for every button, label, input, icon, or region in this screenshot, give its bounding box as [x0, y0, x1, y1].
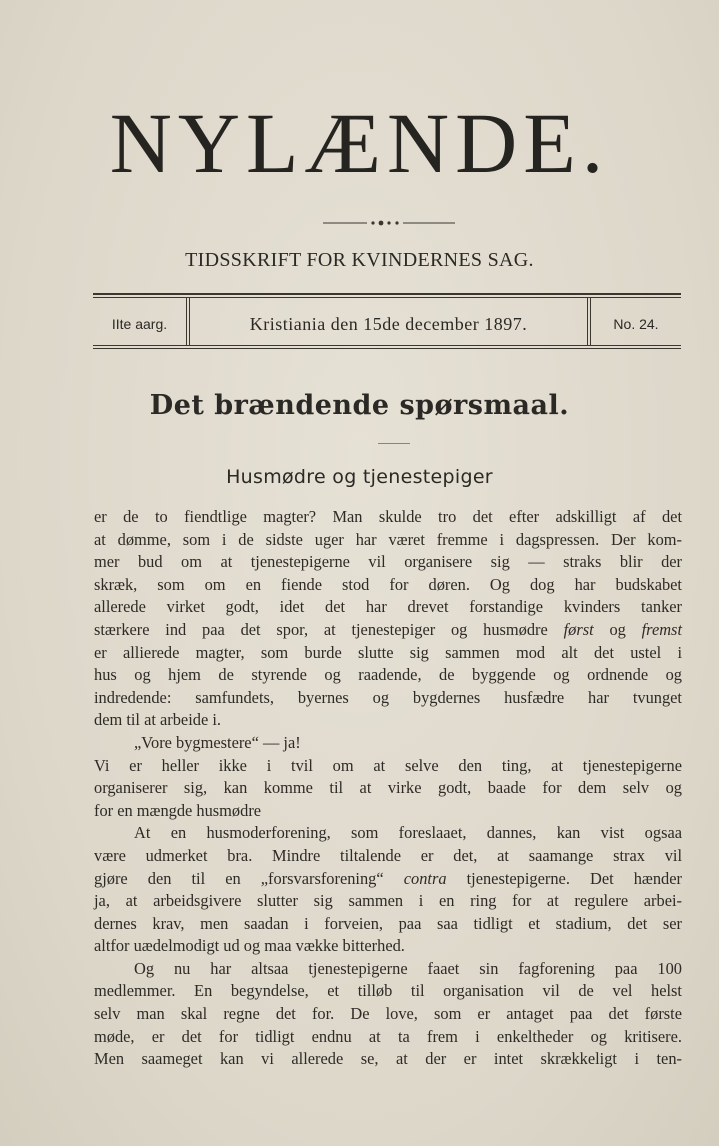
info-bar-divider-right [587, 297, 588, 345]
body-text-span: og [609, 619, 626, 639]
info-bar-top-rule-thin [93, 297, 681, 298]
body-line: skræk, som om en fiende stod for døren. Og dog har budskabet [94, 574, 682, 594]
body-line: Og nu har altsaa tjenestepigerne faaet sin fagforening paa 100 [134, 958, 682, 978]
masthead-subtitle: TIDSSKRIFT FOR KVINDERNES SAG. [185, 249, 534, 271]
body-line: At en husmoderforening, som foreslaaet, dannes, kan vist ogsaa [134, 823, 682, 843]
body-line: for en mængde husmødre [94, 800, 262, 820]
issue-number-label: No. 24. [613, 316, 659, 332]
body-line [94, 868, 682, 891]
body-line: er allierede magter, som burde slutte sig sammen mod alt det ustel i [94, 642, 682, 662]
info-bar-bottom-rule-thin [93, 348, 681, 349]
body-line: hus og hjem de styrende og raadende, de byggende og ordnende og [94, 665, 682, 685]
info-bar-divider-left [186, 297, 187, 345]
body-line: møde, er det for tidligt endnu at ta frem i enkeltheder og kritisere. [94, 1026, 682, 1046]
info-bar-top-rule [93, 293, 681, 295]
body-line: Men saameget kan vi allerede se, at der er intet skrækkeligt i ten- [94, 1049, 682, 1069]
body-line: selv man skal regne det for. De love, som er antaget paa det første [94, 1004, 682, 1024]
emphasis-text: contra [403, 868, 447, 888]
article-heading: Husmødre og tjenestepiger [226, 466, 493, 488]
emphasis-text: fremst [641, 619, 682, 639]
masthead-ornament [323, 219, 455, 227]
body-line: organiserer sig, kan komme til at virke godt, baade for dem selv og [94, 778, 682, 798]
title-separator [378, 443, 410, 444]
place-date-label: Kristiania den 15de december 1897. [249, 314, 528, 334]
body-text-span: gjøre den til en „forsvarsforening“ [94, 868, 384, 888]
body-line [94, 619, 682, 642]
body-line: er de to fiendtlige magter? Man skulde tro det efter adskilligt af det [94, 507, 682, 526]
body-line: ja, at arbeidsgivere slutter sig sammen i en ring for at regulere arbei- [94, 891, 682, 911]
body-line: „Vore bygmestere“ — ja! [134, 732, 301, 752]
body-line: være udmerket bra. Mindre tiltalende er det, at saamange strax vil [94, 845, 682, 865]
body-line: altfor uædelmodigt ud og maa vække bitterhed. [94, 936, 405, 956]
emphasis-text: først [563, 619, 594, 639]
article-body [94, 506, 682, 1071]
volume-label: IIte aarg. [111, 316, 168, 332]
body-line: at dømme, som i de sidste uger har været fremme i dagspressen. Der kom- [94, 529, 682, 549]
body-line: indredende: samfundets, byernes og bygdernes husfædre har tvunget [94, 687, 682, 707]
info-bar-bottom-rule [93, 345, 681, 346]
body-line: dem til at arbeide i. [94, 710, 221, 730]
body-text-span: tjenestepigerne. Det hænder [466, 868, 682, 888]
body-line: mer bud om at tjenestepigerne vil organisere sig — straks blir der [94, 552, 682, 572]
body-line: allerede virket godt, idet det har drevet forstandige kvinders tanker [94, 597, 682, 617]
body-line: dernes krav, men saadan i forveien, paa saa tidligt et stadium, det ser [94, 913, 682, 933]
masthead-title: NYLÆNDE. [109, 95, 610, 191]
body-line: medlemmer. En begyndelse, et tilløb til organisation vil de vel helst [94, 981, 682, 1001]
article-title: Det brændende spørsmaal. [149, 390, 570, 421]
body-text-span: stærkere ind paa det spor, at tjenestepiger og husmødre [94, 619, 548, 639]
body-line: Vi er heller ikke i tvil om at selve den ting, at tjenestepigerne [94, 755, 682, 775]
